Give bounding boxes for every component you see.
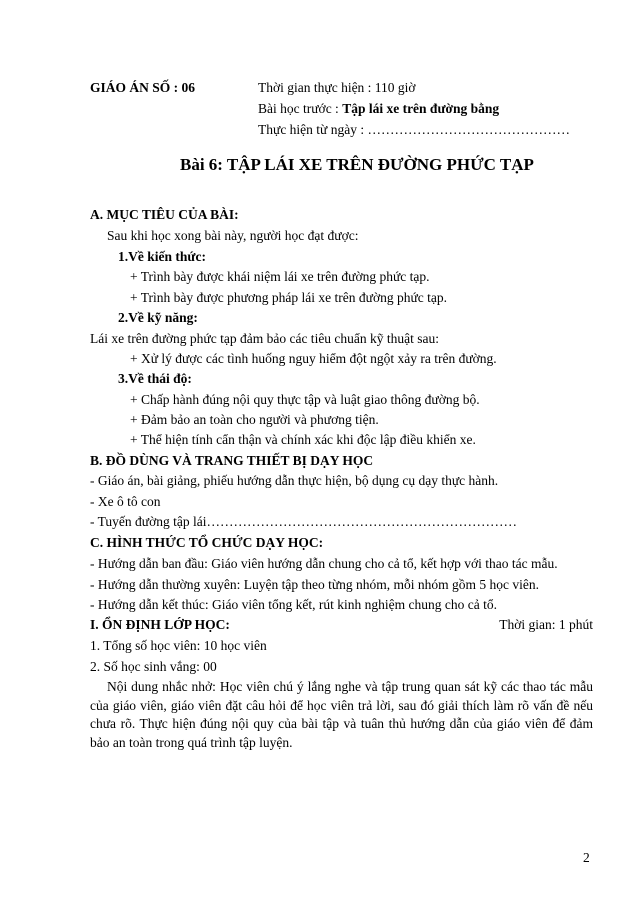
previous-lesson-line bbox=[258, 100, 499, 117]
section-b-heading: B. ĐỒ DÙNG VÀ TRANG THIẾT BỊ DẠY HỌC bbox=[90, 453, 374, 468]
lesson-plan-label: GIÁO ÁN SỐ : 06 bbox=[90, 80, 196, 95]
teaching-form-item: - Hướng dẫn ban đầu: Giáo viên hướng dẫn chung cho cả tổ, kết hợp với thao tác mẫu. bbox=[90, 556, 558, 571]
page-title: Bài 6: TẬP LÁI XE TRÊN ĐƯỜNG PHỨC TẠP bbox=[180, 155, 534, 174]
class-info-item: 1. Tổng số học viên: 10 học viên bbox=[90, 638, 267, 653]
reminder-paragraph: Nội dung nhắc nhở: Học viên chú ý lắng nghe và tập trung quan sát kỹ các thao tác mẫu của giáo viên, giáo viên đặt câu hỏi để học viên trả lời, sau đó giải thích làm rõ vấn đề nếu chưa rõ. Thực hiện đúng nội quy của bài tập và tuân thủ hướng dẫn của giáo viên để đảm bảo an toàn trong quá trình tập luyện. bbox=[90, 679, 593, 750]
skills-item: + Xử lý được các tình huống nguy hiểm đột ngột xảy ra trên đường. bbox=[130, 351, 497, 366]
equipment-item: - Xe ô tô con bbox=[90, 494, 161, 509]
attitude-item: + Đảm bảo an toàn cho người và phương tiện. bbox=[130, 412, 379, 427]
teaching-form-item: - Hướng dẫn thường xuyên: Luyện tập theo từng nhóm, mỗi nhóm gồm 5 học viên. bbox=[90, 577, 540, 592]
skills-heading: 2.Về kỹ năng: bbox=[118, 310, 198, 325]
attitude-item: + Chấp hành đúng nội quy thực tập và luật giao thông đường bộ. bbox=[130, 392, 480, 407]
attitude-heading: 3.Về thái độ: bbox=[118, 371, 192, 386]
knowledge-item: + Trình bày được khái niệm lái xe trên đường phức tạp. bbox=[130, 269, 430, 284]
teaching-form-item: - Hướng dẫn kết thúc: Giáo viên tổng kết, rút kinh nghiệm chung cho cả tổ. bbox=[90, 597, 497, 612]
section-a-intro: Sau khi học xong bài này, người học đạt được: bbox=[107, 228, 359, 243]
class-info-item: 2. Số học sinh vắng: 00 bbox=[90, 659, 217, 674]
section-i-time: Thời gian: 1 phút bbox=[499, 617, 593, 632]
section-c-heading: C. HÌNH THỨC TỔ CHỨC DẠY HỌC: bbox=[90, 535, 324, 550]
attitude-item: + Thể hiện tính cẩn thận và chính xác khi độc lập điều khiển xe. bbox=[130, 432, 476, 447]
equipment-item: - Giáo án, bài giảng, phiếu hướng dẫn thực hiện, bộ dụng cụ dạy thực hành. bbox=[90, 473, 499, 488]
skills-intro: Lái xe trên đường phức tạp đảm bảo các tiêu chuẩn kỹ thuật sau: bbox=[90, 331, 440, 346]
previous-lesson-title: Tập lái xe trên đường bằng bbox=[342, 101, 500, 116]
duration-line: Thời gian thực hiện : 110 giờ bbox=[258, 80, 416, 95]
previous-lesson-prefix: Bài học trước : bbox=[258, 101, 343, 116]
equipment-item: - Tuyến đường tập lái…………………………………………………………… bbox=[90, 514, 517, 529]
page-number: 2 bbox=[583, 850, 590, 865]
knowledge-item: + Trình bày được phương pháp lái xe trên đường phức tạp. bbox=[130, 290, 448, 305]
section-i-heading: I. ỔN ĐỊNH LỚP HỌC: bbox=[90, 617, 230, 632]
section-a-heading: A. MỤC TIÊU CỦA BÀI: bbox=[90, 207, 239, 222]
from-date-line: Thực hiện từ ngày : ……………………………………… bbox=[258, 122, 570, 137]
knowledge-heading: 1.Về kiến thức: bbox=[118, 249, 206, 264]
